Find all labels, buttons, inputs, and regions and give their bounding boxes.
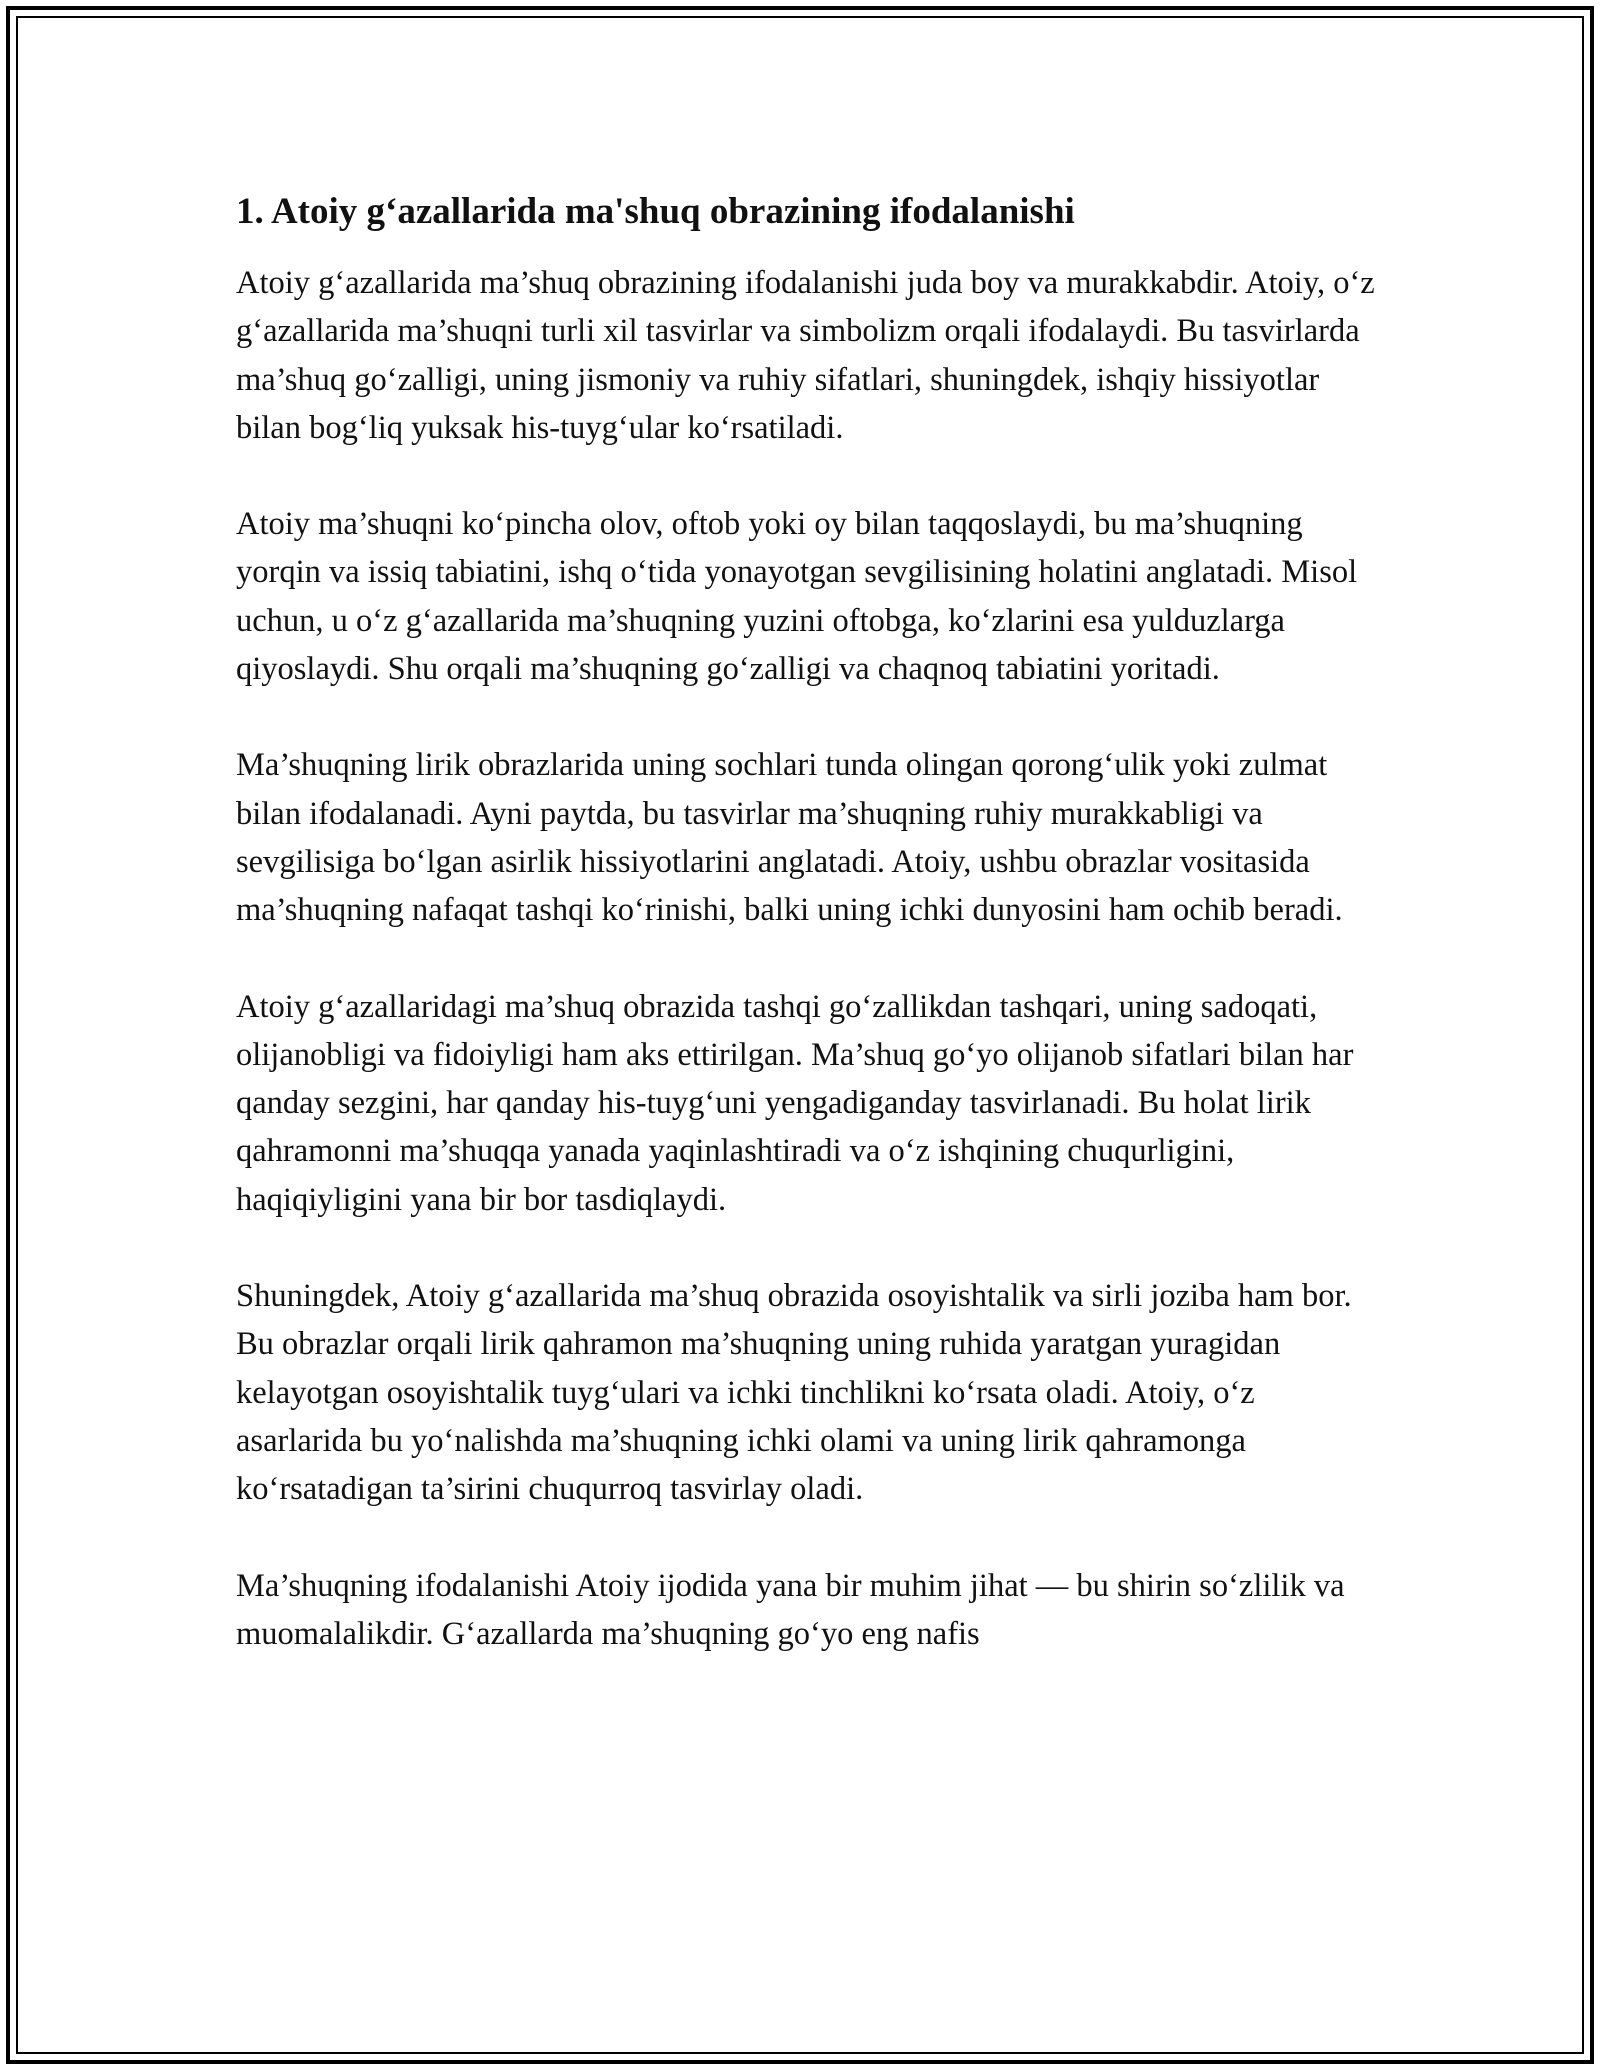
document-body — [236, 185, 1386, 1706]
paragraph-6: Ma’shuqning ifodalanishi Atoiy ijodida yana bir muhim jihat — bu shirin so‘zlilik va muomalalikdir. G‘azallarda ma’shuqning go‘yo eng nafis — [236, 1567, 1345, 1652]
paragraph-5: Shuningdek, Atoiy g‘azallarida ma’shuq obrazida osoyishtalik va sirli joziba ham bor. Bu obrazlar orqali lirik qahramon ma’shuqning uning ruhida yaratgan yuragidan kelayotgan osoyishtalik tuyg‘ulari va ichki tinchlikni ko‘rsata oladi. Atoiy, o‘z asarlarida bu yo‘nalishda ma’shuqning ichki olami va uning lirik qahramonga ko‘rsatadigan ta’sirini chuqurroq tasvirlay oladi. — [236, 1278, 1352, 1508]
paragraph-2: Atoiy ma’shuqni ko‘pincha olov, oftob yoki oy bilan taqqoslaydi, bu ma’shuqning yorqin va issiq tabiatini, ishq o‘tida yonayotgan sevgilisining holatini anglatadi. Misol uchun, u o‘z g‘azallarida ma’shuqning yuzini oftobga, ko‘zlarini esa yulduzlarga qiyoslaydi. Shu orqali ma’shuqning go‘zalligi va chaqnoq tabiatini yoritadi. — [236, 506, 1358, 688]
paragraph-4: Atoiy g‘azallaridagi ma’shuq obrazida tashqi go‘zallikdan tashqari, uning sadoqati, olijanobligi va fidoiyligi ham aks ettirilgan. Ma’shuq go‘yo olijanob sifatlari bilan har qanday sezgini, har qanday his-tuyg‘uni yengadiganday tasvirlanadi. Bu holat lirik qahramonni ma’shuqqa yanada yaqinlashtiradi va o‘z ishqining chuqurligini, haqiqiyligini yana bir bor tasdiqlaydi. — [236, 988, 1354, 1218]
paragraph-1: Atoiy g‘azallarida ma’shuq obrazining ifodalanishi juda boy va murakkabdir. Atoiy, o‘z g‘azallarida ma’shuqni turli xil tasvirlar va simbolizm orqali ifodalaydi. Bu tasvirlarda ma’shuq go‘zalligi, uning jismoniy va ruhiy sifatlari, shuningdek, ishqiy hissiyotlar bilan bog‘liq yuksak his-tuyg‘ular ko‘rsatiladi. — [236, 265, 1375, 446]
section-heading: 1. Atoiy g‘azallarida ma'shuq obrazining ifodalanishi — [236, 191, 1075, 232]
paragraph-3: Ma’shuqning lirik obrazlarida uning sochlari tunda olingan qorong‘ulik yoki zulmat bilan ifodalanadi. Ayni paytda, bu tasvirlar ma’shuqning ruhiy murakkabligi va sevgilisiga bo‘lgan asirlik hissiyotlarini anglatadi. Atoiy, ushbu obrazlar vositasida ma’shuqning nafaqat tashqi ko‘rinishi, balki uning ichki dunyosini ham ochib beradi. — [236, 747, 1343, 929]
